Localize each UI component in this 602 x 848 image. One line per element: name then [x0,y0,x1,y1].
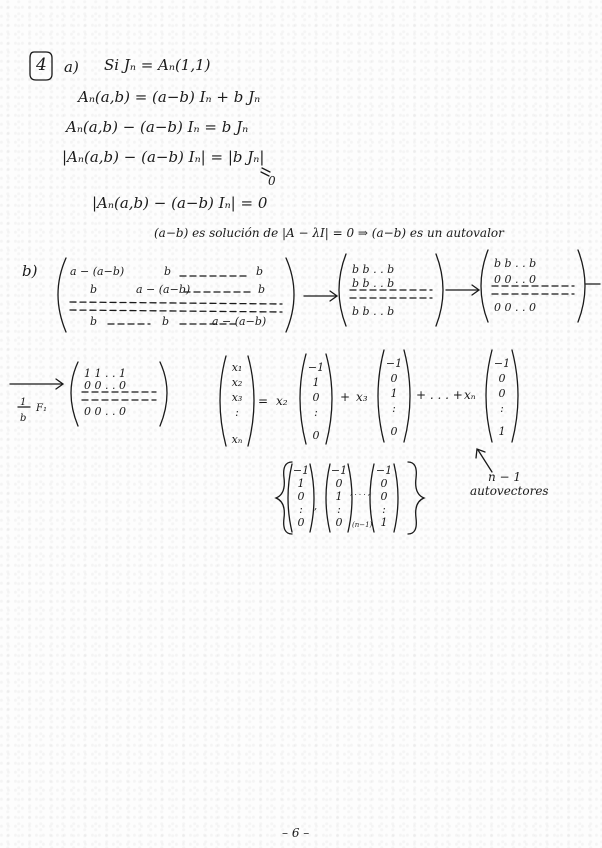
coef-x2: x₂ [276,394,288,408]
page-number: – 6 – [282,826,310,840]
b2-4: 0 [335,516,343,529]
vx-2: x₃ [231,391,243,404]
problem-number: 4 [36,55,47,75]
basis-v1 [292,464,310,529]
coef-x3: x₃ [356,390,368,404]
basis-v3 [374,464,394,529]
m1-r2c1: b [90,283,98,296]
matrix3-left-bracket [481,250,488,322]
equals-sign: = [258,394,269,408]
vn-3: : [500,402,504,415]
b2-2: 1 [335,490,343,503]
v2-3: : [314,406,318,419]
plus-sign: + [340,390,351,404]
b1-1: 1 [297,477,305,490]
matrix2-left-bracket [339,254,346,326]
basis-right-brace [408,462,424,534]
m1-r3c1: b [90,315,98,328]
vx-3: : [235,406,239,419]
annotation-count: n − 1 [488,470,522,484]
v2-1: 1 [312,376,320,389]
vn-4: 1 [498,425,506,438]
matrix4-left-bracket [71,362,78,426]
b1-2: 0 [297,490,305,503]
m1-r3c2: b [162,315,170,328]
line-a1: Si Jₙ = Aₙ(1,1) [104,56,211,74]
b3-0: −1 [375,464,393,477]
m4-row3: 0 0 . . 0 [84,405,126,418]
line-a3: Aₙ(a,b) − (a−b) Iₙ = b Jₙ [66,118,249,136]
annotation-label: autovectores [470,484,549,498]
line-a4: |Aₙ(a,b) − (a−b) Iₙ| = |b Jₙ| [62,148,265,166]
b3-4: 1 [380,516,388,529]
matrix2-right-bracket [436,254,443,326]
v2-2: 0 [312,391,320,404]
b3-3: : [382,503,386,516]
v3-1: 0 [390,372,398,385]
vx-1: x₂ [231,376,243,389]
zero-below: 0 [268,174,276,188]
v2-4: 0 [312,429,320,442]
line-a6: (a−b) es solución de |A − λI| = 0 ⇒ (a−b) es un autovalor [154,226,504,240]
b2-3: : [337,503,341,516]
m4-row2: 0 0 . . 0 [84,379,126,392]
m1-r1c2: b [164,265,172,278]
m2-row2: b b . . b [352,277,395,290]
m2-row3: b b . . b [352,305,395,318]
m3-row1: b b . . b [494,257,537,270]
m1-r2c2: a − (a−b) [136,283,191,296]
coef-xn: xₙ [464,388,476,402]
m1-r2c3: b [258,283,266,296]
v3-2: 1 [390,387,398,400]
vn-2: 0 [498,387,506,400]
vx-0: x₁ [231,361,243,374]
b2-0: −1 [330,464,348,477]
v2-0: −1 [307,361,325,374]
b2-1: 0 [335,477,343,490]
basis-dots: (n−1) [352,521,373,529]
vx-4: xₙ [231,433,243,446]
m3-row2: 0 0 . . 0 [494,273,536,286]
m1-r3c3: a − (a−b) [212,315,267,328]
part-b-label: b) [22,262,38,280]
m3-row3: 0 0 . . 0 [494,301,536,314]
line-a5: |Aₙ(a,b) − (a−b) Iₙ| = 0 [92,194,268,212]
m1-r1c1: a − (a−b) [70,265,125,278]
basis-sep-1: , [314,501,318,512]
basis-sep-2: , . . . , [350,489,371,497]
op-row: F₁ [36,403,47,414]
m1-r1c3: b [256,265,264,278]
vector-v2 [306,360,326,443]
b3-2: 0 [380,490,388,503]
matrix3-right-bracket [578,250,585,322]
matrix1-right-bracket [286,258,294,332]
op-denominator: b [20,413,27,424]
basis-v2 [330,464,348,529]
part-a-label: a) [64,58,79,76]
b3-1: 0 [380,477,388,490]
vector-vn [492,356,512,439]
v3-0: −1 [385,357,403,370]
matrix4-right-bracket [160,362,167,426]
v3-4: 0 [390,425,398,438]
b1-0: −1 [292,464,310,477]
plus-dots: + . . . + [416,388,463,402]
b1-4: 0 [297,516,305,529]
v3-3: : [392,402,396,415]
vn-1: 0 [498,372,506,385]
op-numerator: 1 [20,397,27,408]
vector-v3 [384,356,404,439]
matrix1-left-bracket [58,258,66,332]
m2-row1: b b . . b [352,263,395,276]
line-a2: Aₙ(a,b) = (a−b) Iₙ + b Jₙ [78,88,261,106]
vector-x [226,360,248,447]
vn-0: −1 [493,357,511,370]
b1-3: : [299,503,303,516]
m4-row1: 1 1 . . 1 [84,367,126,380]
